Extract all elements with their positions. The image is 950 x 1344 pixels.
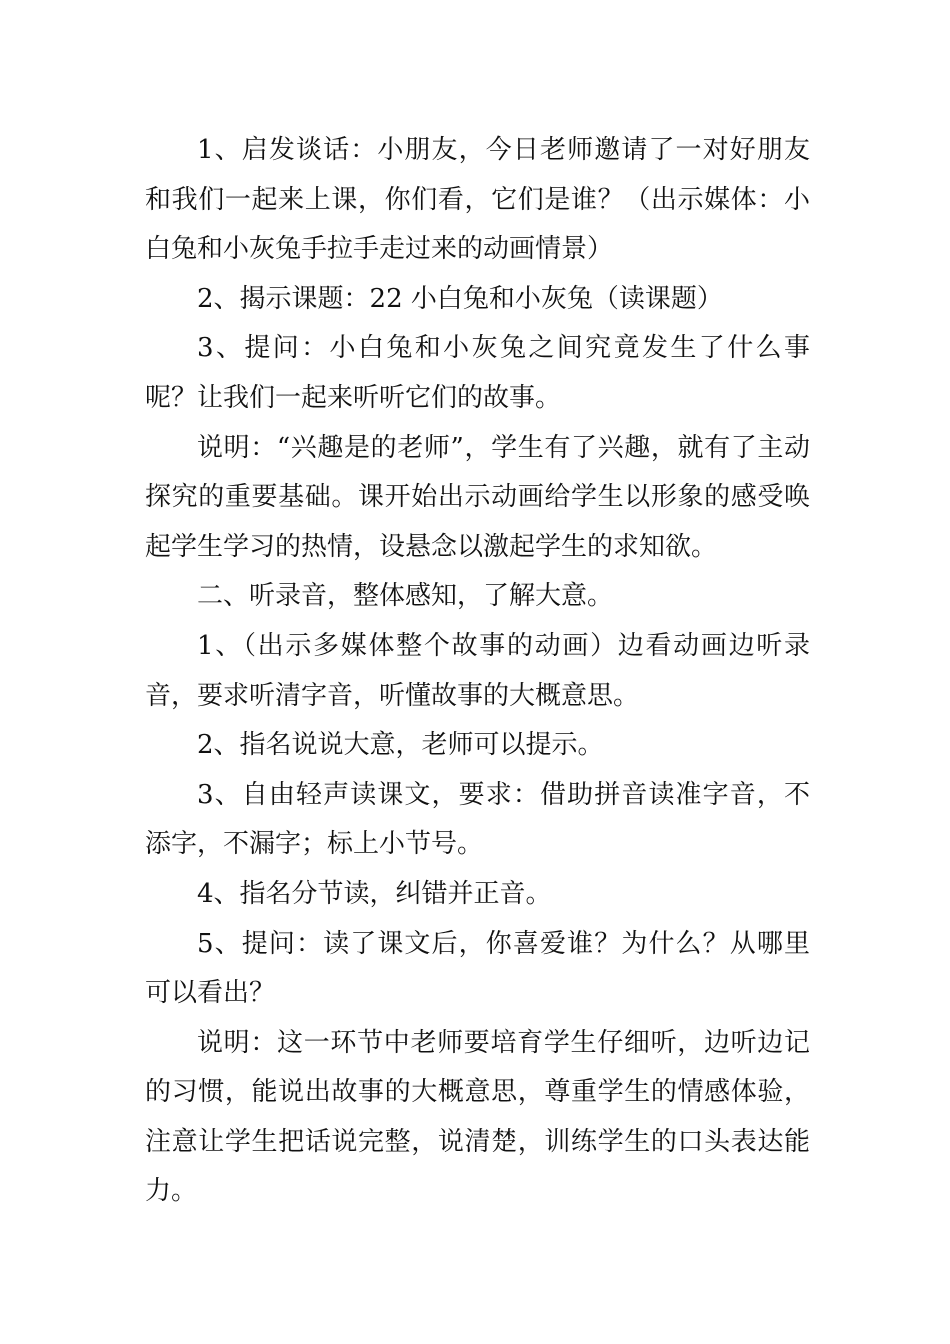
paragraph-step-3: 3、自由轻声读课文，要求：借助拼音读准字音，不添字，不漏字；标上小节号。 (145, 779, 810, 860)
paragraph-note-habits: 说明：这一环节中老师要培育学生仔细听，边听边记的习惯，能说出故事的大概意思，尊重学生的情感体验，注意让学生把话说完整，说清楚，训练学生的口头表达能力。 (145, 1027, 810, 1207)
paragraph-intro-talk: 1、启发谈话：小朋友，今日老师邀请了一对好朋友和我们一起来上课，你们看，它们是谁？（出示媒体：小白兔和小灰兔手拉手走过来的动画情景） (145, 135, 810, 265)
document-body (145, 126, 810, 1217)
paragraph-question: 3、提问：小白兔和小灰兔之间究竟发生了什么事呢？让我们一起来听听它们的故事。 (145, 333, 810, 413)
paragraph-step-2: 2、指名说说大意，老师可以提示。 (197, 730, 604, 761)
paragraph-step-4: 4、指名分节读，纠错并正音。 (197, 878, 552, 909)
paragraph-step-5: 5、提问：读了课文后，你喜爱谁？为什么？从哪里可以看出？ (145, 928, 810, 1009)
paragraph-step-1: 1、（出示多媒体整个故事的动画）边看动画边听录音，要求听清字音，听懂故事的大概意思。 (145, 630, 810, 711)
paragraph-reveal-title: 2、揭示课题：22 小白兔和小灰兔（读课题） (197, 283, 723, 314)
paragraph-note-interest: 说明：“兴趣是的老师”，学生有了兴趣，就有了主动探究的重要基础。课开始出示动画给学生以形象的感受唤起学生学习的热情，设悬念以激起学生的求知欲。 (145, 432, 810, 562)
section-heading-listen: 二、听录音，整体感知，了解大意。 (197, 581, 614, 612)
